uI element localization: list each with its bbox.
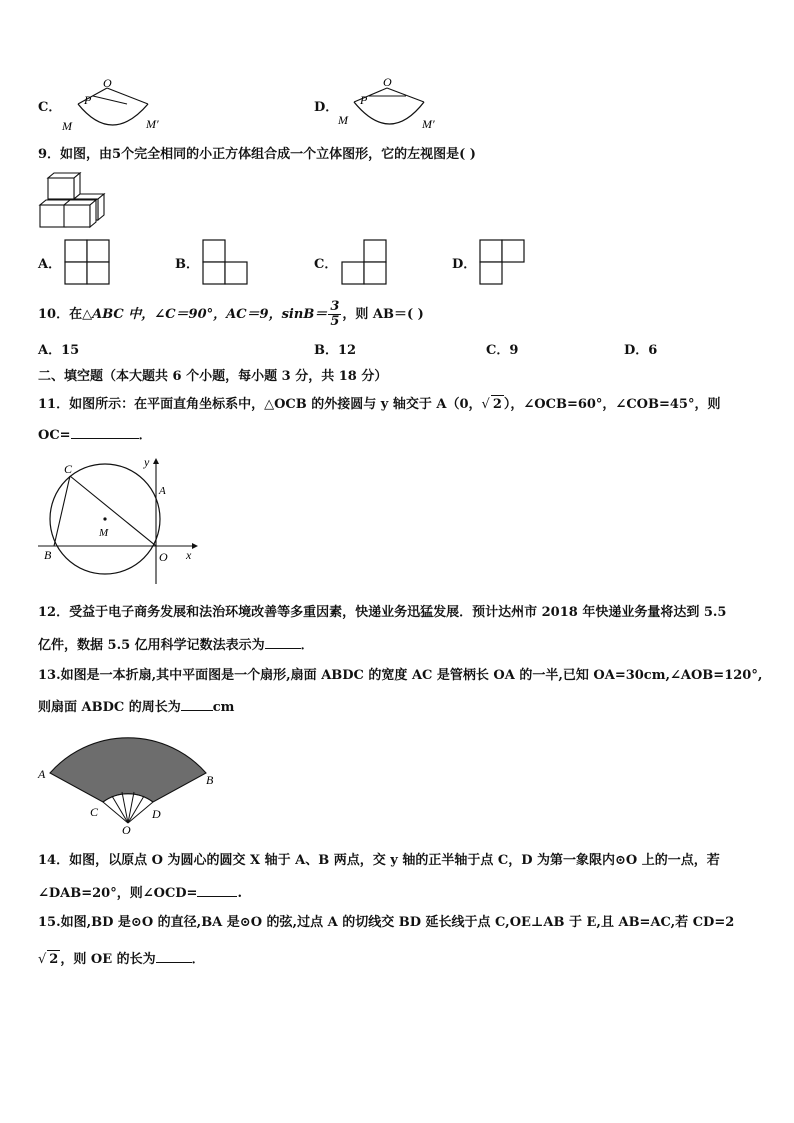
- q10-fraction-denominator: 5: [330, 314, 340, 329]
- q12-line2-text: 亿件，数据 5.5 亿用科学记数法表示为: [38, 638, 265, 653]
- q12-end: ．: [300, 638, 314, 653]
- q9-option-b-label: B．: [175, 257, 199, 272]
- q11-end: ．: [138, 428, 152, 443]
- q13-line2-text: 则扇面 ABDC 的周长为: [38, 700, 181, 715]
- q10-fraction: [328, 300, 341, 329]
- q12-line1: 12．受益于电子商务发展和法治环境改善等多重因素，快递业务迅猛发展．预计达州市 2018 年快递业务量将达到 5.5: [38, 605, 727, 620]
- q15-answer-blank[interactable]: [156, 950, 192, 963]
- q9-option-d-label: D．: [452, 257, 477, 272]
- q9-text: 如图，由5个完全相同的小正方体组合成一个立体图形，它的左视图是( ): [60, 147, 476, 162]
- q10-option-c: C．9: [486, 343, 519, 358]
- q9-option-d-figure: [479, 239, 527, 287]
- q15-line2-text: ，则 OE 的长为: [60, 952, 156, 967]
- q8d-label-mprime: M′: [422, 117, 435, 131]
- q8c-label-m: M: [62, 119, 72, 133]
- q14-line1: 14．如图，以原点 O 为圆心的圆交 X 轴于 A、B 两点，交 y 轴的正半轴于点 C，D 为第一象限内⊙O 上的一点，若: [38, 853, 720, 868]
- q8c-label-mprime: M′: [146, 117, 159, 131]
- q11-number: 11．: [38, 397, 70, 412]
- q15-line1: 15.如图,BD 是⊙O 的直径,BA 是⊙O 的弦,过点 A 的切线交 BD 延长线于点 C,OE⊥AB 于 E,且 AB=AC,若 CD=2: [38, 915, 735, 930]
- q10-question: [38, 300, 424, 330]
- q10-option-a: A．15: [38, 343, 80, 358]
- q8d-label-p: P: [360, 93, 368, 107]
- q14-line2-text: ∠DAB=20°，则∠OCD=: [38, 886, 198, 901]
- q11-line1: 11．如图所示：在平面直角坐标系中，△OCB 的外接圆与 y 轴交于 A（0，√ 2 ），∠OCB=60°，∠COB=45°，则: [38, 397, 721, 412]
- q8c-label-p: P: [84, 93, 92, 107]
- q9-option-a-label: A．: [38, 257, 62, 272]
- q10-text-b: ，则 AB＝( ): [342, 307, 424, 322]
- q13-unit: cm: [212, 700, 235, 715]
- q8c-label-o: O: [103, 76, 112, 90]
- q12-answer-blank[interactable]: [265, 636, 301, 649]
- q11-label-y: y: [144, 456, 150, 469]
- q11-text-a: 如图所示：在平面直角坐标系中，△OCB 的外接圆与 y 轴交于 A（0，: [69, 397, 482, 412]
- q13-line2: [38, 698, 234, 717]
- q11-label-a: A: [159, 485, 166, 497]
- q11-sqrt-value: 2: [492, 397, 502, 412]
- q13-label-a: A: [38, 767, 46, 781]
- q10-option-d: D．6: [624, 343, 658, 358]
- q8d-label-o: O: [383, 75, 392, 89]
- q9-option-a-figure: [64, 239, 112, 287]
- q9-option-c-label: C．: [314, 257, 338, 272]
- q11-oc-label: OC=: [38, 428, 71, 443]
- q13-answer-blank[interactable]: [181, 698, 213, 711]
- q9-cubes-figure: [38, 172, 108, 232]
- q8d-label-m: M: [338, 113, 348, 127]
- q11-label-m: M: [99, 527, 109, 539]
- q14-line2: [38, 884, 242, 903]
- q14-end: .: [237, 886, 242, 901]
- q10-option-b: B．12: [314, 343, 357, 358]
- q13-label-o: O: [122, 823, 131, 837]
- q8-option-d-label: D．: [314, 100, 339, 115]
- q9-option-b-figure: [202, 239, 250, 287]
- q11-label-o: O: [159, 550, 168, 564]
- q10-text-a: 在: [69, 307, 83, 322]
- q14-answer-blank[interactable]: [197, 884, 237, 897]
- section2-title: 二、填空题（本大题共 6 个小题，每小题 3 分，共 18 分）: [38, 369, 388, 384]
- q10-text-triangle: △ABC 中，∠C＝90°，AC＝9，sinB＝: [82, 307, 328, 322]
- q9-option-c-figure: [341, 239, 389, 287]
- q11-label-b: B: [44, 548, 52, 562]
- q11-line2: [38, 426, 152, 445]
- q13-label-b: B: [206, 773, 214, 787]
- q11-label-x: x: [186, 548, 192, 562]
- q11-label-c: C: [64, 462, 73, 476]
- q11-figure: [36, 456, 200, 586]
- q13-label-c: C: [90, 805, 99, 819]
- q13-label-d: D: [152, 807, 161, 821]
- q13-line1: 13.如图是一本折扇,其中平面图是一个扇形,扇面 ABDC 的宽度 AC 是管柄长 OA 的一半,已知 OA=30cm,∠AOB=120°,: [38, 668, 763, 683]
- q15-line2: √ 2 ，则 OE 的长为 ．: [38, 952, 205, 967]
- q15-sqrt-value: 2: [49, 952, 59, 967]
- q8-option-c-label: C．: [38, 100, 62, 115]
- q9-question: [38, 146, 476, 164]
- q10-fraction-numerator: 3: [330, 299, 340, 314]
- q13-fan-figure: [36, 726, 220, 838]
- q15-end: ．: [191, 952, 205, 967]
- q9-number: 9．: [38, 147, 61, 162]
- q8-option-d-figure: [336, 72, 446, 134]
- q11-text-b: ），∠OCB=60°，∠COB=45°，则: [503, 397, 721, 412]
- q10-number: 10．: [38, 307, 70, 322]
- q11-answer-blank[interactable]: [71, 426, 139, 439]
- q8-option-c-figure: [60, 74, 170, 134]
- q12-line2: [38, 636, 314, 655]
